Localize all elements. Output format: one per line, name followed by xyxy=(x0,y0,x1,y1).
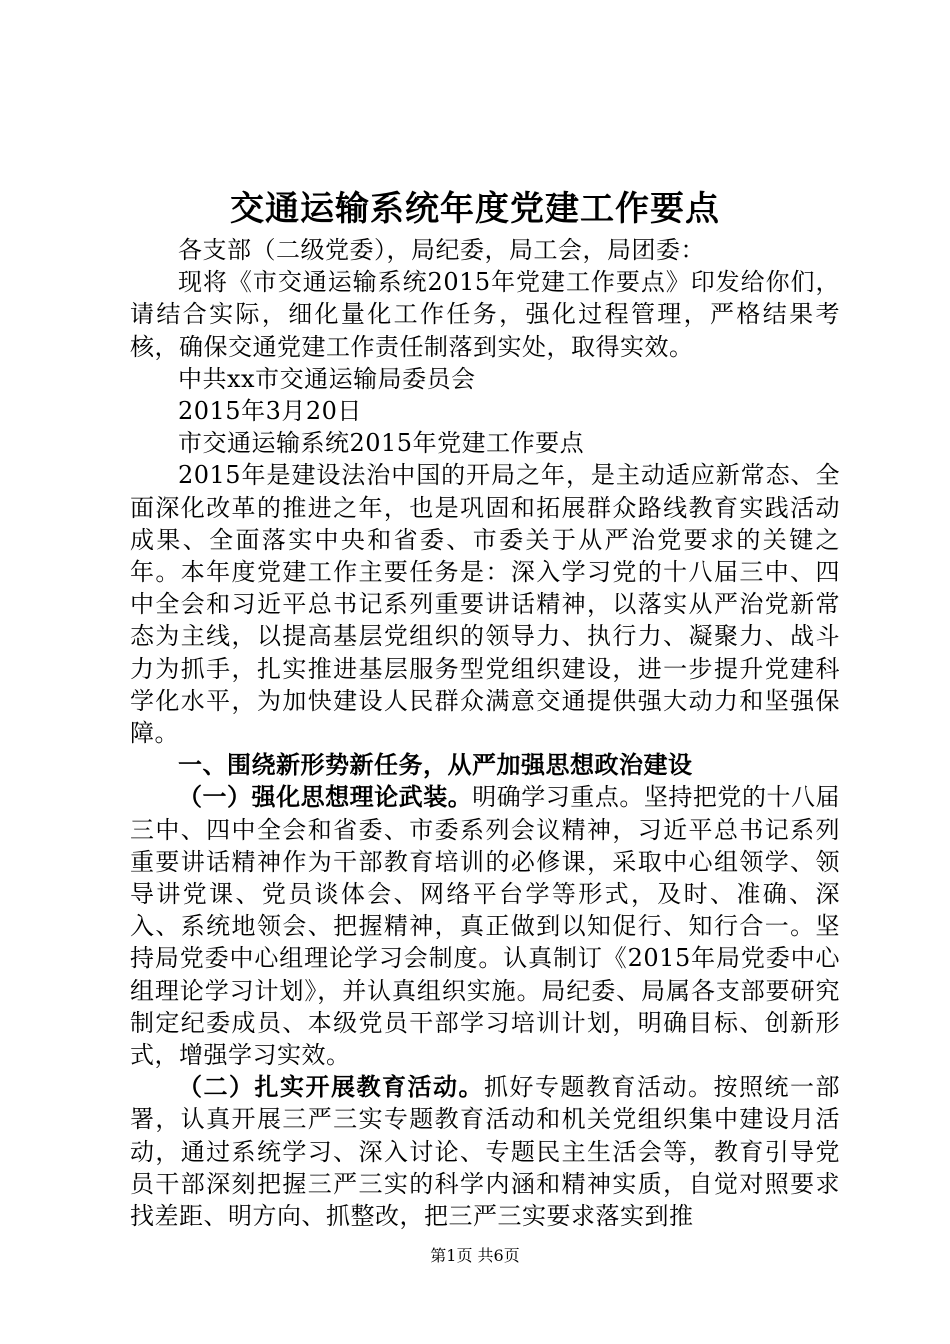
document-body xyxy=(130,234,840,1232)
section-heading-1: 一、围绕新形势新任务，从严加强思想政治建设 xyxy=(178,751,693,780)
item-paragraph-2 xyxy=(130,1071,840,1232)
notice-paragraph: 现将《市交通运输系统2015年党建工作要点》印发给你们，请结合实际，细化量化工作任务，强化过程管理，严格结果考核，确保交通党建工作责任制落到实处，取得实效。 xyxy=(130,268,840,361)
issue-date: 2015年3月20日 xyxy=(178,397,362,426)
salutation: 各支部（二级党委），局纪委，局工会，局团委： xyxy=(178,236,705,264)
item-heading-1: （一）强化思想理论武装。 xyxy=(178,783,473,812)
item-heading-2: （二）扎实开展教育活动。 xyxy=(178,1073,484,1102)
issuer: 中共xx市交通运输局委员会 xyxy=(178,364,476,393)
item-paragraph-1 xyxy=(130,781,840,1071)
item-body-1: 明确学习重点。坚持把党的十八届三中、四中全会和省委、市委系列会议精神，习近平总书记系列重要讲话精神作为干部教育培训的必修课，采取中心组领学、领导讲党课、党员谈体会、网络平台学等形式，及时、准确、深入、系统地领会、把握精神，真正做到以知促行、知行合一。坚持局党委中心组理论学习会制度。认真制订《2015年局党委中心组理论学习计划》，并认真组织实施。局纪委、局属各支部要研究制定纪委成员、本级党员干部学习培训计划，明确目标、创新形式，增强学习实效。 xyxy=(130,783,841,1070)
item-body-2: 抓好专题教育活动。按照统一部署，认真开展三严三实专题教育活动和机关党组织集中建设月活动，通过系统学习、深入讨论、专题民主生活会等，教育引导党员干部深刻把握三严三实的科学内涵和精神实质，自觉对照要求找差距、明方向、抓整改，把三严三实要求落实到推 xyxy=(130,1073,840,1231)
document-title: 交通运输系统年度党建工作要点 xyxy=(230,189,720,229)
intro-paragraph: 2015年是建设法治中国的开局之年，是主动适应新常态、全面深化改革的推进之年，也是巩固和拓展群众路线教育实践活动成果、全面落实中央和省委、市委关于从严治党要求的关键之年。本年度党建工作主要任务是：深入学习党的十八届三中、四中全会和习近平总书记系列重要讲话精神，以落实从严治党新常态为主线，以提高基层党组织的领导力、执行力、凝聚力、战斗力为抓手，扎实推进基层服务型党组织建设，进一步提升党建科学化水平，为加快建设人民群众满意交通提供强大动力和坚强保障。 xyxy=(130,461,840,748)
page-footer: 第1页 共6页 xyxy=(430,1246,520,1265)
document-subtitle: 市交通运输系统2015年党建工作要点 xyxy=(178,429,585,458)
